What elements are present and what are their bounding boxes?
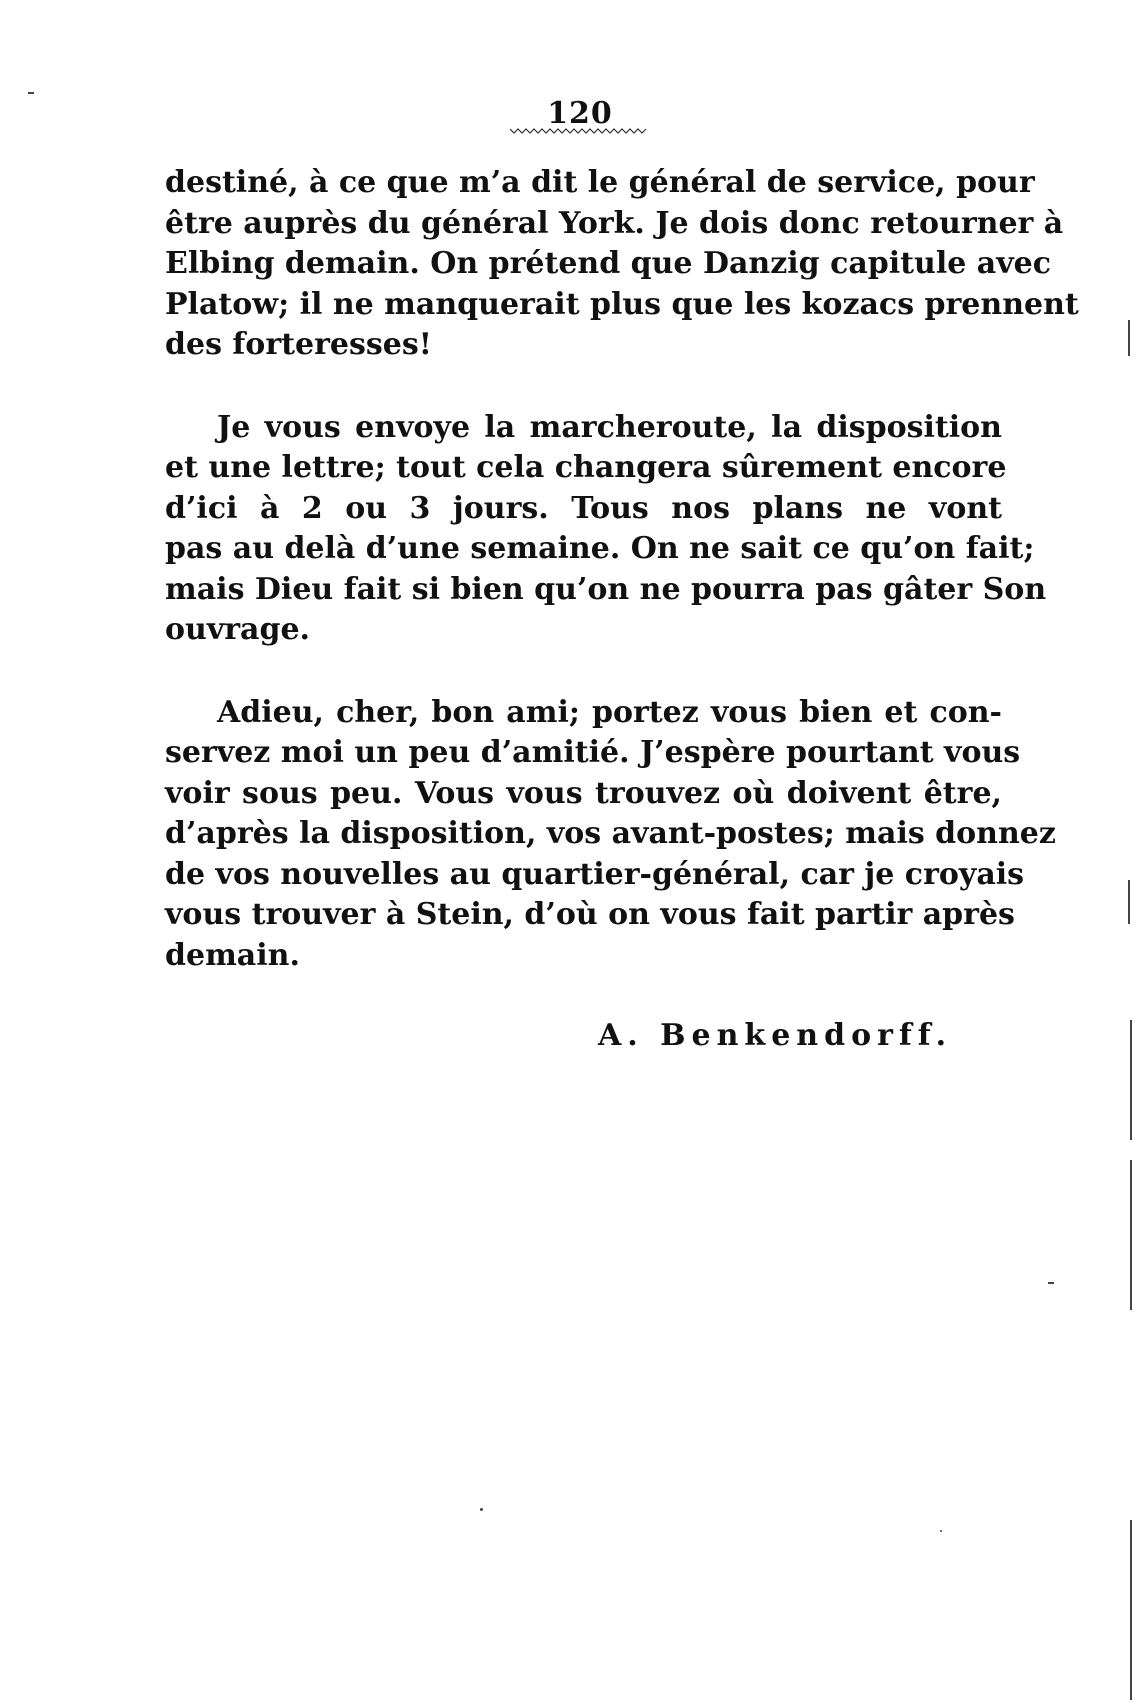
scan-edge-mark bbox=[1130, 1020, 1132, 1140]
text-line: demain. bbox=[165, 937, 300, 973]
text-line: destiné, à ce que m’a dit le général de service, pour bbox=[165, 165, 1035, 200]
paragraph-1 bbox=[165, 163, 1079, 366]
text-line: être auprès du général York. Je dois donc retourner à bbox=[165, 205, 1064, 241]
scan-speck bbox=[940, 1530, 942, 1532]
page-number: 120 bbox=[547, 96, 613, 131]
scan-speck bbox=[480, 1508, 483, 1511]
paragraph-3 bbox=[165, 693, 1056, 977]
text-line: mais Dieu fait si bien qu’on ne pourra pas gâter Son bbox=[165, 571, 1047, 607]
paragraph-2 bbox=[165, 408, 1047, 651]
text-line: servez moi un peu d’amitié. J’espère pourtant vous bbox=[165, 735, 1021, 770]
text-line: voir sous peu. Vous vous trouvez où doivent être, bbox=[165, 775, 1002, 811]
text-line: pas au delà d’une semaine. On ne sait ce qu’on fait; bbox=[165, 531, 1035, 566]
text-line: et une lettre; tout cela changera sûrement encore bbox=[165, 450, 1007, 485]
text-line: ouvrage. bbox=[165, 612, 311, 647]
text-line: vous trouver à Stein, d’où on vous fait partir après bbox=[165, 897, 1015, 932]
text-line: d’ici à 2 ou 3 jours. Tous nos plans ne vont bbox=[165, 490, 1002, 526]
text-line: des forteresses! bbox=[165, 327, 432, 362]
letter-body bbox=[165, 163, 1079, 976]
text-line: Elbing demain. On prétend que Danzig capitule avec bbox=[165, 246, 1051, 281]
scan-edge-mark bbox=[1128, 320, 1130, 356]
page-number-ornament bbox=[510, 126, 650, 136]
scan-edge-mark bbox=[1130, 1160, 1132, 1310]
text-line: Je vous envoye la marcheroute, la disposition bbox=[217, 409, 1002, 445]
text-line: d’après la disposition, vos avant-postes; mais donnez bbox=[165, 816, 1056, 851]
scan-speck bbox=[28, 92, 34, 94]
scan-edge-mark bbox=[1128, 880, 1130, 924]
signature: A. Benkendorff. bbox=[598, 1018, 953, 1053]
text-line: Platow; il ne manquerait plus que les kozacs prennent bbox=[165, 286, 1079, 322]
scan-edge-mark bbox=[1130, 1520, 1132, 1700]
scan-speck bbox=[1048, 1282, 1054, 1284]
text-line: de vos nouvelles au quartier-général, car je croyais bbox=[165, 856, 1025, 892]
text-line: Adieu, cher, bon ami; portez vous bien et con- bbox=[217, 694, 1002, 730]
